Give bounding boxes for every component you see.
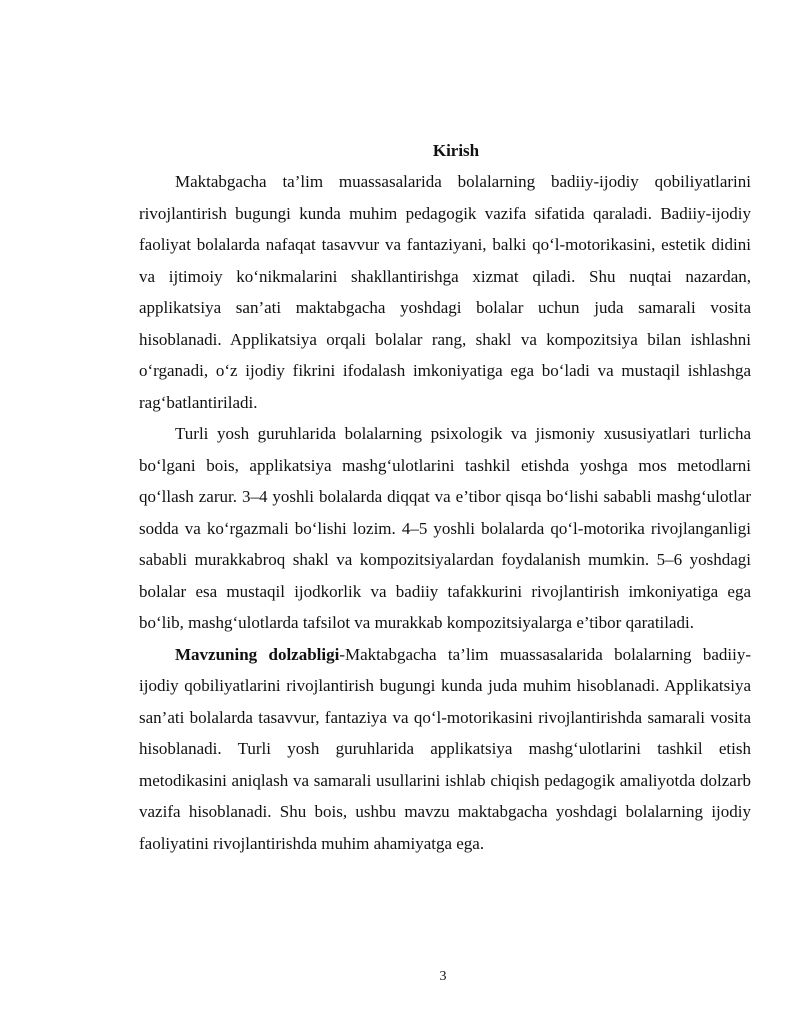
page-content	[139, 135, 751, 859]
paragraph-relevance	[139, 639, 751, 860]
page-number: 3	[439, 969, 447, 984]
paragraph-text: -Maktabgacha ta’lim muassasalarida bolalarning badiiy-ijodiy qobiliyatlarini rivojlantirish bugungi kunda juda muhim hisoblanadi. Applikatsiya san’ati bolalarda tasavvur, fantaziya va qo‘l-motorikasini rivojlantirishda samarali vosita hisoblanadi. Turli yosh guruhlarida applikatsiya mashg‘ulotlarini tashkil etish metodikasini aniqlash va samarali usullarini ishlab chiqish pedagogik amaliyotda dolzarb vazifa hisoblanadi. Shu bois, ushbu mavzu maktabgacha yoshdagi bolalarning ijodiy faoliyatini rivojlantirishda muhim ahamiyatga ega.	[139, 644, 751, 853]
paragraph-text: Turli yosh guruhlarida bolalarning psixologik va jismoniy xususiyatlari turlicha bo‘lgani bois, applikatsiya mashg‘ulotlarini tashkil etishda yoshga mos metodlarni qo‘llash zarur. 3–4 yoshli bolalarda diqqat va e’tibor qisqa bo‘lishi sababli mashg‘ulotlar sodda va ko‘rgazmali bo‘lishi lozim. 4–5 yoshli bolalarda qo‘l-motorika rivojlanganligi sababli murakkabroq shakl va kompozitsiyalardan foydalanish mumkin. 5–6 yoshdagi bolalar esa mustaqil ijodkorlik va badiiy tafakkurini rivojlantirish imkoniyatiga ega bo‘lib, mashg‘ulotlarda tafsilot va murakkab kompozitsiyalarga e’tibor qaratiladi.	[139, 424, 751, 632]
paragraph-age-groups	[139, 418, 751, 639]
paragraph-lead-heading: Mavzuning dolzabligi	[175, 644, 340, 664]
paragraph-introduction	[139, 166, 751, 418]
section-title: Kirish	[432, 141, 480, 160]
paragraph-text: Maktabgacha ta’lim muassasalarida bolalarning badiiy-ijodiy qobiliyatlarini rivojlantirish bugungi kunda muhim pedagogik vazifa sifatida qaraladi. Badiiy-ijodiy faoliyat bolalarda nafaqat tasavvur va fantaziyani, balki qo‘l-motorikasini, estetik didini va ijtimoiy ko‘nikmalarini shakllantirishga xizmat qiladi. Shu nuqtai nazardan, applikatsiya san’ati maktabgacha yoshdagi bolalar uchun juda samarali vosita hisoblanadi. Applikatsiya orqali bolalar rang, shakl va kompozitsiya bilan ishlashni o‘rganadi, o‘z ijodiy fikrini ifodalash imkoniyatiga ega bo‘ladi va mustaqil ishlashga rag‘batlantiriladi.	[139, 172, 751, 412]
